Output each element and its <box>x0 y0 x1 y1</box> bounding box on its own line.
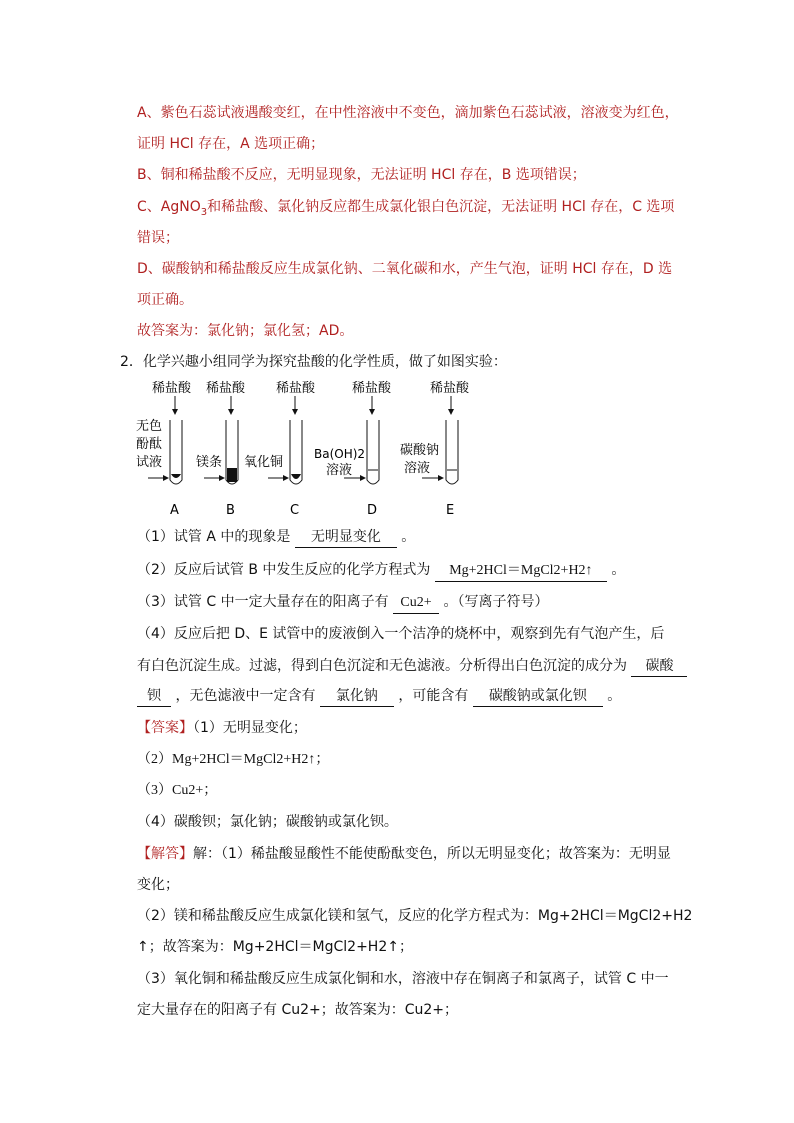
answer-line-4: （4）碳酸钡；氯化钠；碳酸钠或氯化钡。 <box>137 814 398 830</box>
option-b-line: B、铜和稀盐酸不反应，无明显现象，无法证明 HCl 存在，B 选项错误； <box>137 167 586 183</box>
side-label-d-2: 溶液 <box>326 463 353 478</box>
option-c-line1: C、AgNO$_3$和稀盐酸、氯化钠反应都生成氯化银白色沉淀，无法证明 HCl 存在，C 选项 <box>137 199 675 218</box>
answer-line-2: （2）Mg+2HCl＝MgCl2+H2↑； <box>137 752 330 767</box>
blank-4c: 碳酸钠或氯化钡 <box>473 686 603 707</box>
side-label-e-2: 溶液 <box>404 461 431 476</box>
side-label-c: 氧化铜 <box>244 455 284 470</box>
blank-4a-part2: 钡 <box>137 686 171 707</box>
answer-line-1: 【答案】（1）无明显变化； <box>137 720 307 736</box>
sub-question-2: （2）反应后试管 B 中发生反应的化学方程式为 Mg+2HCl＝MgCl2+H2↑ 。 <box>137 560 625 582</box>
sub-question-1: （1）试管 A 中的现象是 无明显变化 。 <box>137 527 415 548</box>
option-c-line2: 错误； <box>137 230 179 246</box>
side-label-e-1: 碳酸钠 <box>400 443 440 458</box>
blank-2: Mg+2HCl＝MgCl2+H2↑ <box>435 561 607 582</box>
option-d-line1: D、碳酸钠和稀盐酸反应生成氯化钠、二氧化碳和水，产生气泡，证明 HCl 存在，D 选 <box>137 261 673 277</box>
tube-b <box>196 380 246 518</box>
acid-label-b: 稀盐酸 <box>206 381 246 396</box>
solution-line-6: 定大量存在的阳离子有 Cu2+；故答案为：Cu2+； <box>137 1002 459 1018</box>
side-label-a-2: 酚酞 <box>136 437 163 452</box>
solution-line-4: ↑；故答案为：Mg+2HCl＝MgCl2+H2↑； <box>137 939 413 955</box>
option-d-line2: 项正确。 <box>137 292 193 308</box>
tube-letter-c: C <box>290 503 300 518</box>
tube-letter-d: D <box>367 503 378 518</box>
sub-question-3: （3）试管 C 中一定大量存在的阳离子有 Cu2+ 。（写离子符号） <box>137 592 549 614</box>
option-a-line1: A、紫色石蕊试液遇酸变红，在中性溶液中不变色，滴加紫色石蕊试液，溶液变为红色， <box>137 105 679 121</box>
acid-label-d: 稀盐酸 <box>352 381 392 396</box>
tube-letter-b: B <box>226 503 235 518</box>
answer-line-3: （3）Cu2+； <box>137 783 218 798</box>
acid-label-c: 稀盐酸 <box>276 381 316 396</box>
sub-question-4-line3: 钡 ，无色滤液中一定含有 氯化钠 ，可能含有 碳酸钠或氯化钡 。 <box>137 686 621 707</box>
tube-d <box>314 380 392 518</box>
solution-tag: 【解答】 <box>137 846 193 862</box>
blank-1: 无明显变化 <box>295 527 397 548</box>
side-label-a-1: 无色 <box>136 419 163 434</box>
solution-line-1: 【解答】解：（1）稀盐酸显酸性不能使酚酞变色，所以无明显变化；故答案为：无明显 <box>137 846 671 862</box>
side-label-b: 镁条 <box>196 455 223 470</box>
tube-letter-e: E <box>446 503 455 518</box>
blank-4a-part1: 碳酸 <box>631 656 687 677</box>
tube-e <box>400 380 470 518</box>
answer-tag: 【答案】 <box>137 720 193 736</box>
sub-question-4-line2: 有白色沉淀生成。过滤，得到白色沉淀和无色滤液。分析得出白色沉淀的成分为 碳酸 <box>137 656 687 677</box>
blank-3: Cu2+ <box>393 593 439 614</box>
acid-label-a: 稀盐酸 <box>152 381 192 396</box>
test-tube-diagram <box>130 378 490 518</box>
question-2-stem: 2．化学兴趣小组同学为探究盐酸的化学性质，做了如图实验： <box>120 354 507 370</box>
solution-line-3: （2）镁和稀盐酸反应生成氯化镁和氢气，反应的化学方程式为：Mg+2HCl＝MgCl2+H2 <box>137 908 693 924</box>
solution-line-5: （3）氧化铜和稀盐酸反应生成氯化铜和水，溶液中存在铜离子和氯离子，试管 C 中一 <box>137 971 669 987</box>
side-label-a-3: 试液 <box>136 455 163 470</box>
acid-label-e: 稀盐酸 <box>430 381 470 396</box>
part1-answer: 故答案为：氯化钠；氯化氢；AD。 <box>137 323 354 339</box>
tube-c <box>244 380 316 518</box>
tube-a <box>136 380 192 518</box>
tube-letter-a: A <box>170 503 179 518</box>
side-label-d-1: Ba(OH)2 <box>314 447 366 461</box>
option-a-line2: 证明 HCl 存在，A 选项正确； <box>137 136 325 152</box>
sub-question-4-line1: （4）反应后把 D、E 试管中的废液倒入一个洁净的烧杯中，观察到先有气泡产生，后 <box>137 626 665 642</box>
blank-4b: 氯化钠 <box>320 686 394 707</box>
solution-line-2: 变化； <box>137 877 179 893</box>
